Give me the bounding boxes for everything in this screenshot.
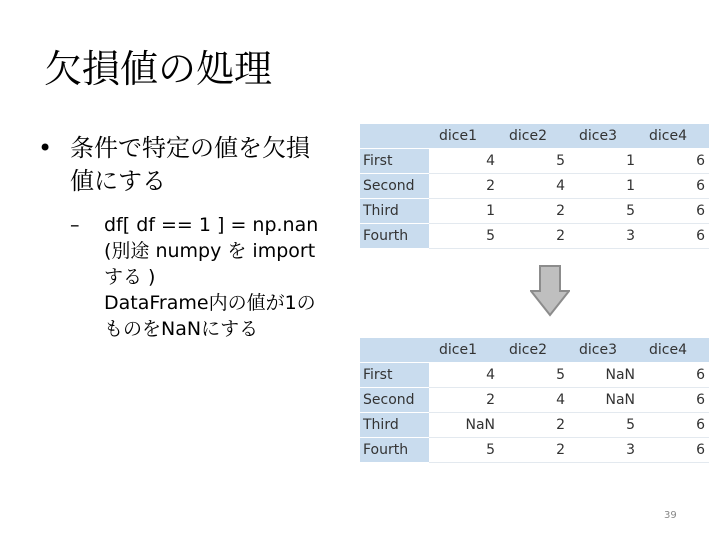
- table-cell: NaN: [429, 413, 499, 438]
- table-header-row: [360, 124, 709, 149]
- table-cell: 6: [639, 413, 709, 438]
- table-cell: 3: [569, 224, 639, 249]
- table-cell: 4: [429, 149, 499, 174]
- table-cell: 6: [639, 388, 709, 413]
- table-cell: 2: [429, 174, 499, 199]
- table-cell: 4: [499, 174, 569, 199]
- table-cell: 5: [429, 438, 499, 463]
- bullet-line-1: 条件で特定の値を欠損: [70, 134, 310, 162]
- row-index: Fourth: [360, 224, 429, 249]
- row-index: Third: [360, 199, 429, 224]
- table-row: [360, 199, 709, 224]
- dataframe-before-table: [360, 124, 709, 249]
- sub-bullet-line-4: DataFrame内の値が1の: [104, 292, 316, 314]
- row-index: First: [360, 149, 429, 174]
- table-cell: 5: [499, 363, 569, 388]
- column-header: dice4: [639, 338, 709, 363]
- table-row: [360, 174, 709, 199]
- table-row: [360, 363, 709, 388]
- column-header: dice1: [429, 124, 499, 149]
- table-corner-cell: [360, 124, 429, 149]
- table-cell: NaN: [569, 388, 639, 413]
- sub-bullet-line-5: ものをNaNにする: [104, 318, 259, 340]
- table-cell: 6: [639, 149, 709, 174]
- table-cell: 1: [569, 174, 639, 199]
- table-cell: 1: [569, 149, 639, 174]
- table-row: [360, 149, 709, 174]
- slide-title: 欠損値の処理: [44, 47, 273, 91]
- down-arrow-icon: [530, 265, 570, 317]
- bullet-dot-icon: •: [38, 134, 53, 162]
- table-cell: 4: [429, 363, 499, 388]
- table-row: [360, 224, 709, 249]
- table-cell: 5: [569, 413, 639, 438]
- table-cell: 1: [429, 199, 499, 224]
- page-number: 39: [664, 510, 677, 521]
- row-index: Second: [360, 174, 429, 199]
- bullet-list: [36, 132, 356, 342]
- column-header: dice2: [499, 338, 569, 363]
- table-cell: 5: [499, 149, 569, 174]
- table-cell: 6: [639, 174, 709, 199]
- row-index: Fourth: [360, 438, 429, 463]
- table-cell: 2: [499, 413, 569, 438]
- bullet-line-2: 値にする: [70, 167, 166, 195]
- table-cell: 6: [639, 224, 709, 249]
- column-header: dice1: [429, 338, 499, 363]
- column-header: dice3: [569, 338, 639, 363]
- code-line: df[ df == 1 ] = np.nan: [104, 214, 319, 236]
- table-cell: 6: [639, 438, 709, 463]
- sub-bullet-line-3: する ): [104, 266, 156, 288]
- table-row: [360, 388, 709, 413]
- sub-bullet-line-2: (別途 numpy を import: [104, 240, 316, 262]
- column-header: dice4: [639, 124, 709, 149]
- sub-bullet-item: [36, 212, 356, 342]
- bullet-item: [36, 132, 356, 198]
- table-cell: 5: [569, 199, 639, 224]
- table-cell: 2: [499, 438, 569, 463]
- table-corner-cell: [360, 338, 429, 363]
- row-index: First: [360, 363, 429, 388]
- row-index: Third: [360, 413, 429, 438]
- table-cell: 6: [639, 199, 709, 224]
- table-cell: 2: [499, 199, 569, 224]
- table-cell: 4: [499, 388, 569, 413]
- column-header: dice2: [499, 124, 569, 149]
- table-cell: 6: [639, 363, 709, 388]
- table-row: [360, 438, 709, 463]
- table-header-row: [360, 338, 709, 363]
- table-cell: 2: [429, 388, 499, 413]
- table-cell: NaN: [569, 363, 639, 388]
- table-cell: 5: [429, 224, 499, 249]
- table-cell: 3: [569, 438, 639, 463]
- sub-bullet-dash-icon: –: [70, 214, 80, 236]
- row-index: Second: [360, 388, 429, 413]
- table-row: [360, 413, 709, 438]
- column-header: dice3: [569, 124, 639, 149]
- dataframe-after-table: [360, 338, 709, 463]
- table-cell: 2: [499, 224, 569, 249]
